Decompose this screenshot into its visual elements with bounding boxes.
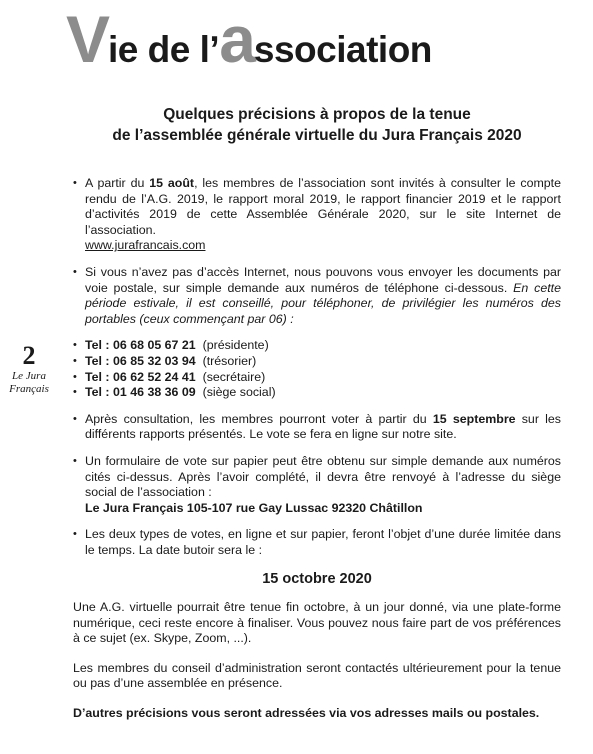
deadline-date: 15 octobre 2020 [262,571,372,588]
phone-entry [73,385,561,401]
phone-list [73,338,561,400]
bullet3-text-end: sur les différents rapports présentés. Le vote se fera en ligne sur notre site. [85,411,561,442]
bullet1-date: 15 août [149,176,195,190]
page-number: 2 [22,341,36,370]
magazine-name-line1: Le Jura [12,370,46,382]
bullet-item-access [73,176,561,254]
masthead-initial-a: a [219,2,254,76]
article-title-line1: Quelques précisions à propos de la tenue [163,106,471,123]
bullet-icon: • [73,265,77,278]
bullet-icon: • [73,386,77,399]
bullet-icon: • [73,412,77,425]
phone-role: (trésorier) [202,353,257,368]
bullet-icon: • [73,370,77,383]
closing-note: D’autres précisions vous seront adressées via vos adresses mails ou postales. [73,706,540,721]
masthead-text-part2: ssociation [253,29,432,70]
bullet-item-paper-form [73,454,561,516]
bullet-item-deadline [73,527,561,558]
bullet2-text: Si vous n’avez pas d’accès Internet, nous pouvons vous envoyer les documents par voie postale, sur simple demande aux numéros de téléphone ci-dessous. [85,264,561,295]
article-title [72,104,562,146]
phone-entry [73,338,561,354]
phone-role: (siège social) [202,385,276,400]
bullet5-text: Les deux types de votes, en ligne et sur papier, feront l’objet d’une durée limitée dans le temps. La date butoir sera le : [85,527,561,557]
magazine-name-line2: Français [9,383,49,395]
phone-number: Tel : 06 68 05 67 21 [85,338,196,353]
bullet-icon: • [73,528,77,541]
bullet-item-postal [73,265,561,327]
bullet2-italic-note: En cette période estivale, il est conseillé, pour téléphoner, de privilégier les numéros des portables (ceux commençant par 06) : [85,280,561,326]
phone-entry [73,353,561,370]
postal-address: Le Jura Français 105-107 rue Gay Lussac 92320 Châtillon [85,500,423,515]
bullet3-text-start: Après consultation, les membres pourront voter à partir du [85,411,433,426]
bullet-icon: • [73,354,77,367]
bullet1-text-end: , les membres de l’association sont invités à consulter le compte rendu de l’A.G. 2019, le rapport moral 2019, le rapport financier 2019 et le rapport d’activités 2019 de cette Assemblée Générale 2020, sur le site Internet de l’association. [85,176,562,237]
bullet-icon: • [73,454,77,467]
website-link[interactable]: www.jurafrancais.com [85,238,206,253]
paragraph-board-members: Les membres du conseil d’administration seront contactés ultérieurement pour la tenue ou pas d’une assemblée en présence. [73,660,561,691]
bullet-icon: • [73,339,77,352]
masthead-text-part1: ie de l’ [108,29,220,70]
masthead-initial-v: V [66,2,109,76]
phone-role: (secrétaire) [202,369,266,384]
phone-role: (présidente) [202,338,269,353]
phone-number: Tel : 06 85 32 03 94 [85,353,196,368]
paragraph-virtual-ag: Une A.G. virtuelle pourrait être tenue fin octobre, à un jour donné, via une plate-forme numérique, ceci reste encore à finaliser. Vous pouvez nous faire part de vos préférences à ce sujet (ex. Skype, Zoom, ...). [73,600,561,646]
bullet3-date: 15 septembre [432,411,516,426]
phone-entry [73,369,561,386]
article-title-line2: de l’assemblée générale virtuelle du Jura Français 2020 [112,127,522,144]
bullet-icon: • [73,177,77,189]
phone-number: Tel : 01 46 38 36 09 [85,385,196,400]
bullet1-text-start: A partir du [85,176,150,190]
bullet-item-vote-online [73,412,561,443]
bullet4-text: Un formulaire de vote sur papier peut être obtenu sur simple demande aux numéros cités ci-dessus. Après l’avoir complété, il devra être renvoyé à l’adresse du siège social de l’association : [85,453,561,500]
article-body [73,176,561,722]
masthead-title [66,2,432,76]
phone-number: Tel : 06 62 52 24 41 [85,369,196,384]
page-sidebar [0,342,58,396]
